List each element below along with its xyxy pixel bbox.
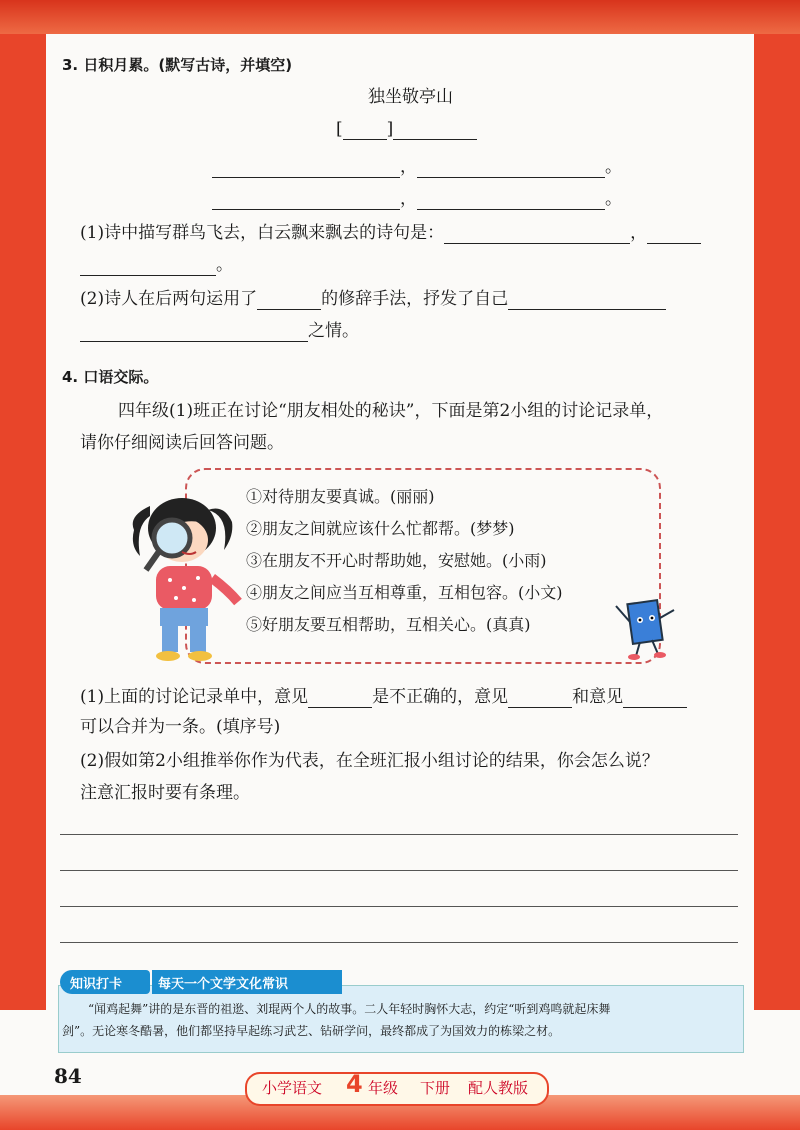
q3-sub1-blank-3[interactable] xyxy=(80,257,216,276)
q4-sub1-blank-3[interactable] xyxy=(623,689,687,708)
footer-grade: 年级 xyxy=(368,1079,399,1097)
poem-line-1: ， 。 xyxy=(212,156,622,178)
q4-sub1-cont: 可以合并为一条。(填序号) xyxy=(80,717,281,737)
opinion-5: ⑤好朋友要互相帮助，互相关心。(真真) xyxy=(246,615,531,634)
q3-sub2-blank-2[interactable] xyxy=(508,291,666,310)
q4-title: 4. 口语交际。 xyxy=(62,368,159,386)
opinion-1: ①对待朋友要真诚。(丽丽) xyxy=(246,487,435,506)
q3-sub2-blank-3[interactable] xyxy=(80,323,308,342)
answer-line-1[interactable] xyxy=(60,834,738,835)
knowledge-card xyxy=(58,985,744,1053)
q3-sub2: (2)诗人在后两句运用了 的修辞手法，抒发了自己 xyxy=(80,288,666,310)
footer-edition: 配人教版 xyxy=(468,1079,529,1097)
q4-sub1-blank-1[interactable] xyxy=(308,689,372,708)
page-number: 84 xyxy=(54,1064,82,1088)
answer-line-2[interactable] xyxy=(60,870,738,871)
footer-volume: 下册 xyxy=(420,1079,451,1097)
q3-sub1-blank-2[interactable] xyxy=(647,225,701,244)
opinion-2: ②朋友之间就应该什么忙都帮。(梦梦) xyxy=(246,519,515,538)
q3-title: 3. 日积月累。(默写古诗，并填空) xyxy=(62,56,293,74)
q3-sub1: (1)诗中描写群鸟飞去，白云飘来飘去的诗句是： ， xyxy=(80,222,701,244)
poem-line-2: ， 。 xyxy=(212,188,622,210)
knowledge-text-1: “闻鸡起舞”讲的是东晋的祖逖、刘琨两个人的故事。二人年轻时胸怀大志，约定“听到鸡鸣就起床舞 xyxy=(88,1002,611,1016)
book-character-illustration xyxy=(612,596,682,662)
q3-sub2-cont: 之情。 xyxy=(80,320,359,342)
knowledge-tag: 知识打卡 xyxy=(60,970,150,994)
poem-blank-1[interactable] xyxy=(212,159,400,178)
footer-grade-number: 4 xyxy=(346,1070,363,1098)
poem-blank-2[interactable] xyxy=(417,159,605,178)
poem-blank-3[interactable] xyxy=(212,191,400,210)
opinion-4: ④朋友之间应当互相尊重，互相包容。(小文) xyxy=(246,583,563,602)
answer-line-3[interactable] xyxy=(60,906,738,907)
answer-line-4[interactable] xyxy=(60,942,738,943)
dynasty-blank[interactable] xyxy=(343,121,387,140)
opinion-3: ③在朋友不开心时帮助她，安慰她。(小雨) xyxy=(246,551,547,570)
top-band xyxy=(0,0,800,34)
poem-author-row: [ ] xyxy=(336,118,477,140)
q4-sub2-cont: 注意汇报时要有条理。 xyxy=(80,783,250,803)
knowledge-text-2: 剑”。无论寒冬酷暑，他们都坚持早起练习武艺、钻研学问，最终都成了为国效力的栋梁之材。 xyxy=(62,1024,561,1038)
q4-intro-2: 请你仔细阅读后回答问题。 xyxy=(80,433,284,453)
poem-title: 独坐敬亭山 xyxy=(368,87,453,107)
knowledge-title: 每天一个文学文化常识 xyxy=(152,970,342,994)
poem-blank-4[interactable] xyxy=(417,191,605,210)
q4-sub2: (2)假如第2小组推举你作为代表，在全班汇报小组讨论的结果，你会怎么说？ xyxy=(80,751,659,771)
q4-sub1: (1)上面的讨论记录单中，意见 是不正确的，意见 和意见 xyxy=(80,686,687,708)
footer-subject: 小学语文 xyxy=(262,1079,323,1097)
girl-magnifier-illustration xyxy=(120,486,250,664)
q3-sub1-cont: 。 xyxy=(80,254,233,276)
q4-sub1-blank-2[interactable] xyxy=(508,689,572,708)
q4-intro-1: 四年级(1)班正在讨论“朋友相处的秘诀”，下面是第2小组的讨论记录单， xyxy=(118,401,664,421)
q3-sub2-blank-1[interactable] xyxy=(257,291,321,310)
q3-sub1-blank-1[interactable] xyxy=(444,225,630,244)
author-blank[interactable] xyxy=(393,121,477,140)
